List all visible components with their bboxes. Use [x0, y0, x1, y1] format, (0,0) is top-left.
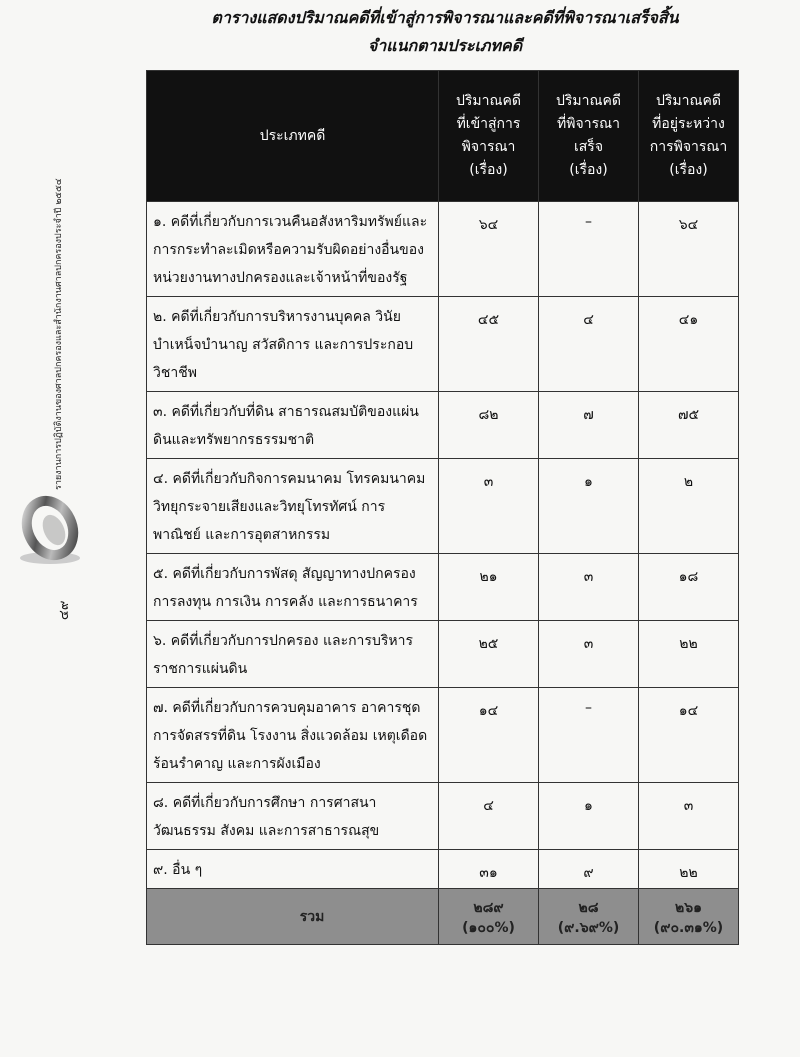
received-cell: ๒๑ [439, 554, 539, 621]
pending-cell: ๑๔ [639, 688, 739, 783]
case-type-cell: ๕. คดีที่เกี่ยวกับการพัสดุ สัญญาทางปกครอง การลงทุน การเงิน การคลัง และการธนาคาร [147, 554, 439, 621]
page-number: ๔๙ [57, 600, 72, 620]
total-pending-percent: (๙๐.๓๑%) [653, 920, 724, 936]
case-type-cell: ๒. คดีที่เกี่ยวกับการบริหารงานบุคคล วินัย บำเหน็จบำนาญ สวัสดิการ และการประกอบวิชาชีพ [147, 297, 439, 392]
total-row [147, 889, 739, 945]
received-cell: ๔๕ [439, 297, 539, 392]
header-pending: ปริมาณคดี ที่อยู่ระหว่าง การพิจารณา (เรื่อง) [639, 71, 739, 202]
case-type-cell: ๔. คดีที่เกี่ยวกับกิจการคมนาคม โทรคมนาคม วิทยุกระจายเสียงและวิทยุโทรทัศน์ การพาณิชย์ และการอุตสาหกรรม [147, 459, 439, 554]
received-cell: ๓ [439, 459, 539, 554]
completed-cell: – [539, 688, 639, 783]
total-completed-cell [539, 889, 639, 945]
table-row [147, 554, 739, 621]
table-row [147, 392, 739, 459]
pending-cell: ๖๔ [639, 202, 739, 297]
completed-cell: – [539, 202, 639, 297]
pending-cell: ๔๑ [639, 297, 739, 392]
header-case-type: ประเภทคดี [147, 71, 439, 202]
total-received-value: ๒๘๙ [473, 900, 504, 916]
table-row [147, 621, 739, 688]
case-type-cell: ๙. อื่น ๆ [147, 850, 439, 889]
pending-cell: ๒๒ [639, 621, 739, 688]
table-row [147, 783, 739, 850]
received-cell: ๔ [439, 783, 539, 850]
court-ring-emblem-icon [18, 492, 82, 566]
pending-cell: ๓ [639, 783, 739, 850]
pending-cell: ๒๒ [639, 850, 739, 889]
case-type-cell: ๑. คดีที่เกี่ยวกับการเวนคืนอสังหาริมทรัพย์และการกระทำละเมิดหรือความรับผิดอย่างอื่นของหน่วยงานทางปกครองและเจ้าหน้าที่ของรัฐ [147, 202, 439, 297]
table-row [147, 459, 739, 554]
report-side-caption: รายงานการปฏิบัติงานของศาลปกครองและสำนักงานศาลปกครองประจำปี ๒๕๕๔ [54, 178, 64, 490]
table-row [147, 850, 739, 889]
total-pending-cell [639, 889, 739, 945]
case-type-cell: ๗. คดีที่เกี่ยวกับการควบคุมอาคาร อาคารชุด การจัดสรรที่ดิน โรงงาน สิ่งแวดล้อม เหตุเดือดร้อนรำคาญ และการผังเมือง [147, 688, 439, 783]
completed-cell: ๑ [539, 459, 639, 554]
received-cell: ๒๕ [439, 621, 539, 688]
total-completed-percent: (๙.๖๙%) [557, 920, 620, 936]
pending-cell: ๒ [639, 459, 739, 554]
total-pending-value: ๒๖๑ [674, 900, 702, 916]
header-received: ปริมาณคดี ที่เข้าสู่การ พิจารณา (เรื่อง) [439, 71, 539, 202]
completed-cell: ๙ [539, 850, 639, 889]
received-cell: ๖๔ [439, 202, 539, 297]
received-cell: ๘๒ [439, 392, 539, 459]
total-received-percent: (๑๐๐%) [462, 920, 515, 936]
table-header-row [147, 71, 739, 202]
received-cell: ๑๔ [439, 688, 539, 783]
table-title-line2: จำแนกตามประเภทคดี [367, 36, 523, 55]
completed-cell: ๔ [539, 297, 639, 392]
completed-cell: ๑ [539, 783, 639, 850]
case-type-cell: ๓. คดีที่เกี่ยวกับที่ดิน สาธารณสมบัติของแผ่นดินและทรัพยากรธรรมชาติ [147, 392, 439, 459]
case-type-cell: ๖. คดีที่เกี่ยวกับการปกครอง และการบริหารราชการแผ่นดิน [147, 621, 439, 688]
table-title-line1: ตารางแสดงปริมาณคดีที่เข้าสู่การพิจารณาและคดีที่พิจารณาเสร็จสิ้น [211, 8, 679, 27]
case-type-cell: ๘. คดีที่เกี่ยวกับการศึกษา การศาสนา วัฒนธรรม สังคม และการสาธารณสุข [147, 783, 439, 850]
total-received-cell [439, 889, 539, 945]
pending-cell: ๗๕ [639, 392, 739, 459]
pending-cell: ๑๘ [639, 554, 739, 621]
header-completed: ปริมาณคดี ที่พิจารณา เสร็จ (เรื่อง) [539, 71, 639, 202]
completed-cell: ๗ [539, 392, 639, 459]
completed-cell: ๓ [539, 554, 639, 621]
table-row [147, 202, 739, 297]
case-statistics-table [146, 70, 739, 945]
completed-cell: ๓ [539, 621, 639, 688]
received-cell: ๓๑ [439, 850, 539, 889]
total-completed-value: ๒๘ [578, 900, 599, 916]
table-row [147, 688, 739, 783]
table-row [147, 297, 739, 392]
total-label: รวม [147, 889, 439, 945]
